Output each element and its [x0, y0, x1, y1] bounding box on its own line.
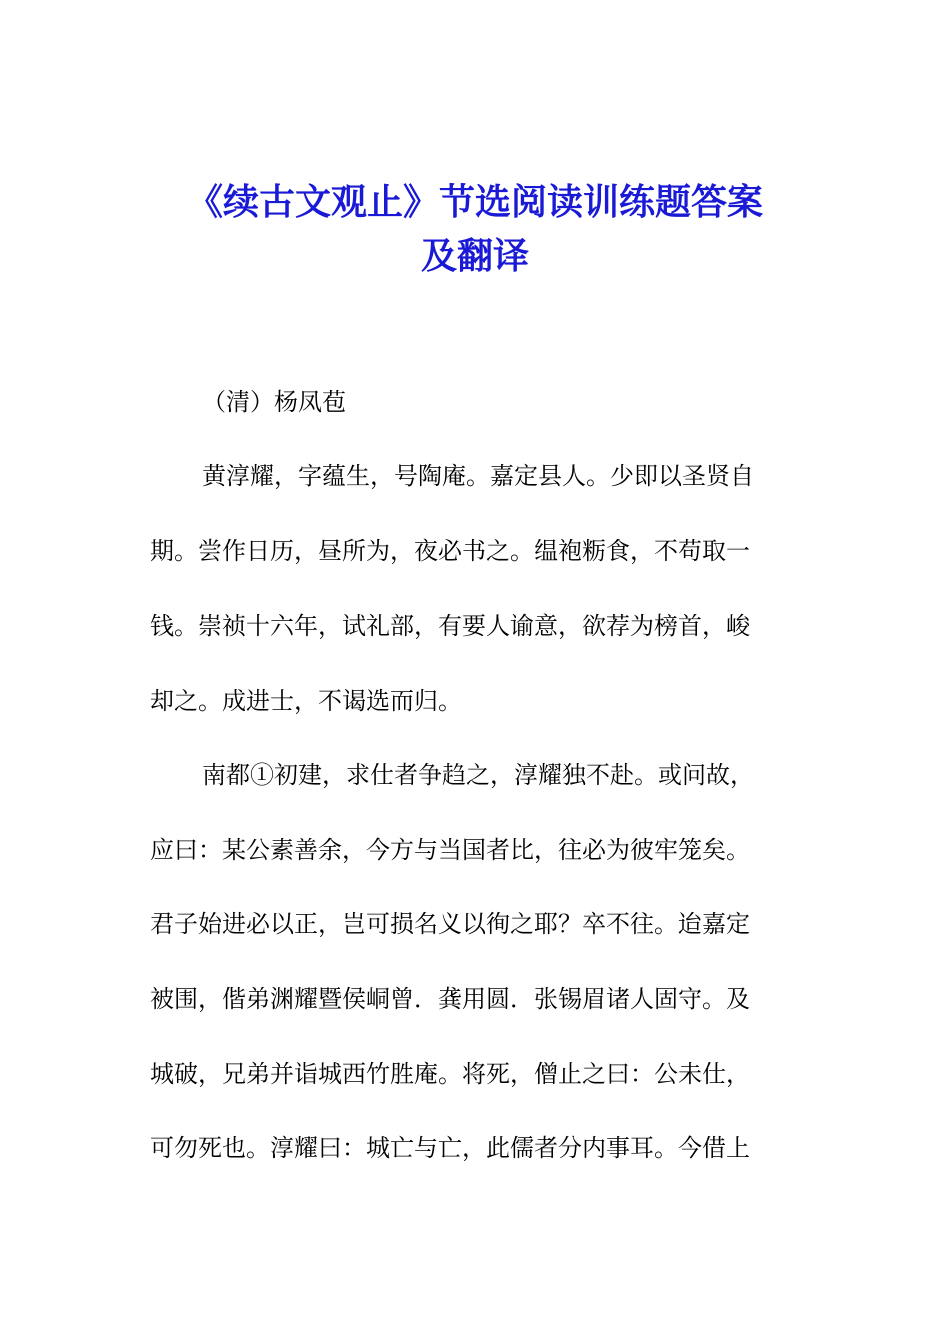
author-line: （清）杨凤苞 [202, 388, 346, 416]
paragraph-1-line-1: 黄淳耀，字蕴生，号陶庵。嘉定县人。少即以圣贤自 [202, 462, 754, 490]
paragraph-2-line-3: 君子始进必以正，岂可损名义以徇之耶？卒不往。迨嘉定 [150, 910, 750, 938]
paragraph-2-line-4: 被围，偕弟渊耀暨侯峒曾．龚用圆．张锡眉诸人固守。及 [150, 985, 750, 1013]
paragraph-1-line-4: 却之。成进士，不谒选而归。 [150, 687, 462, 715]
title-line-1: 《续古文观止》节选阅读训练题答案 [186, 181, 763, 223]
document-title [150, 175, 800, 283]
paragraph-2-line-6: 可勿死也。淳耀曰：城亡与亡，此儒者分内事耳。今借上 [150, 1134, 750, 1162]
title-line-2: 及翻译 [420, 235, 529, 277]
paragraph-2-line-5: 城破，兄弟并诣城西竹胜庵。将死，僧止之曰：公未仕， [150, 1060, 750, 1088]
paragraph-2-line-1: 南都①初建，求仕者争趋之，淳耀独不赴。或问故， [202, 761, 754, 789]
paragraph-2-line-2: 应曰：某公素善余，今方与当国者比，往必为彼牢笼矣。 [150, 836, 750, 864]
paragraph-1-line-3: 钱。崇祯十六年，试礼部，有要人谕意，欲荐为榜首，峻 [150, 612, 750, 640]
paragraph-1-line-2: 期。尝作日历，昼所为，夜必书之。缊袍粝食，不苟取一 [150, 537, 750, 565]
